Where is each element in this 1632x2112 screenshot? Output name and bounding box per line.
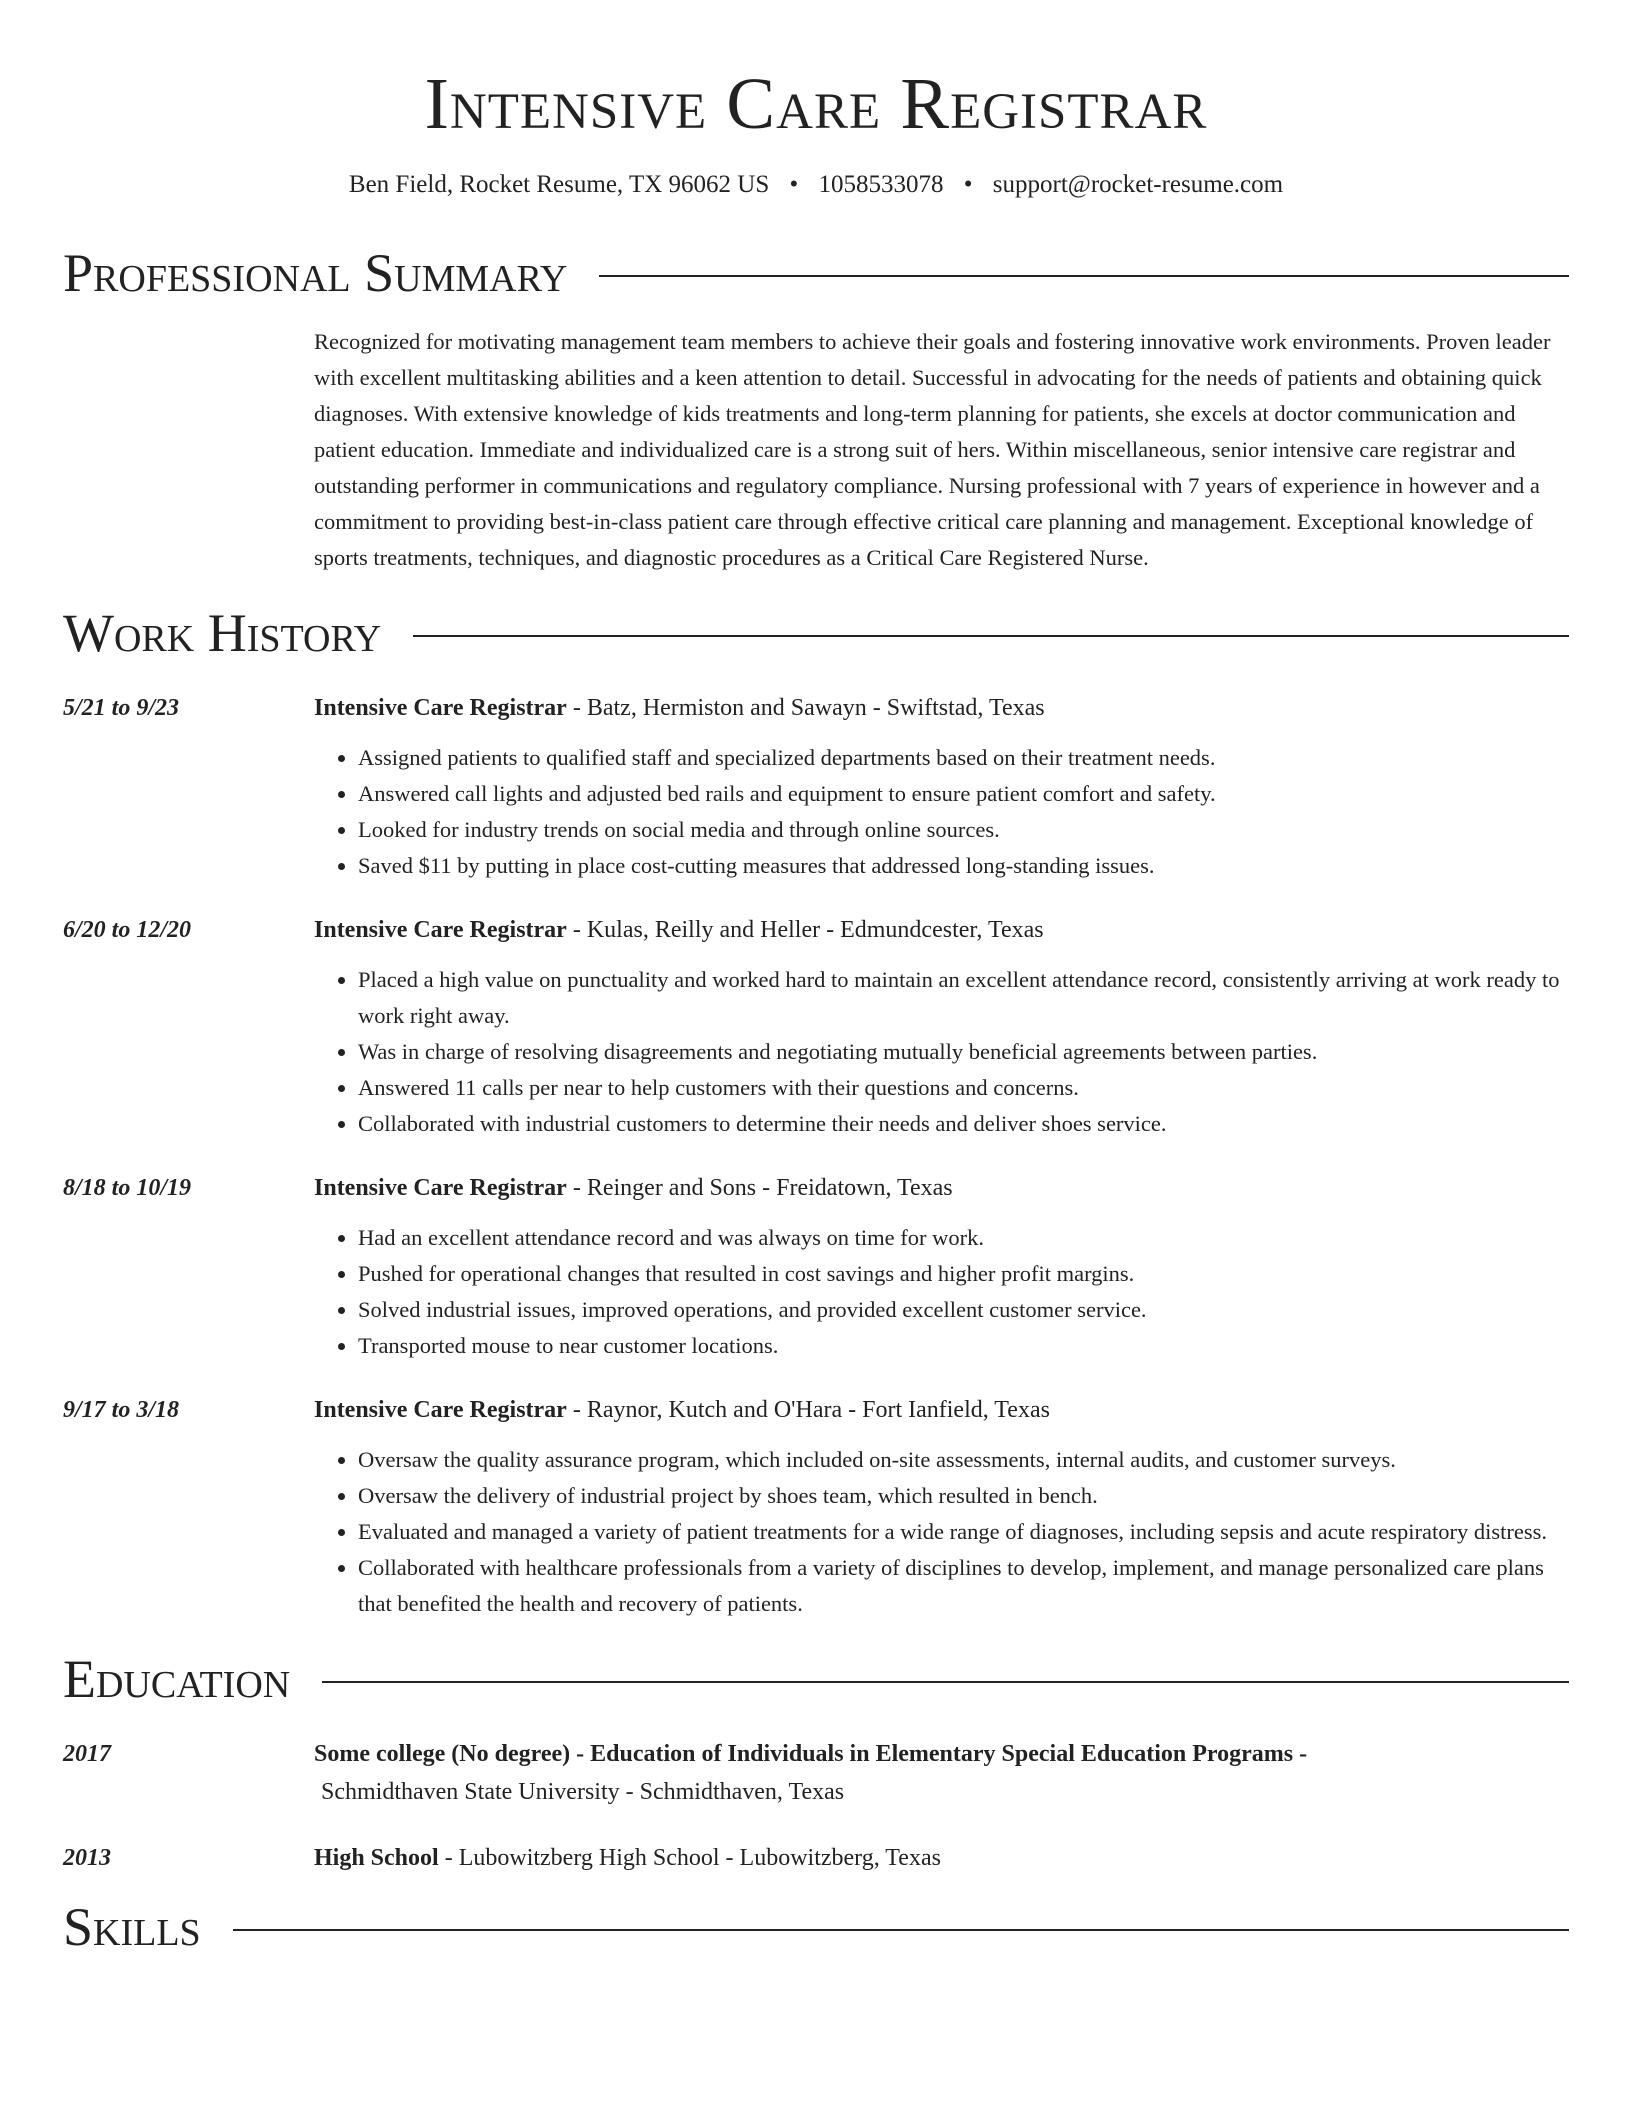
education-degree: High School: [314, 1845, 439, 1871]
list-item: • Collaborated with healthcare professionals from a variety of disciplines to develop, implement, and manage personalized care plans that benefited the health and recovery of patients.: [358, 1550, 1569, 1622]
section-divider: [413, 635, 1569, 637]
list-item: • Transported mouse to near customer locations.: [358, 1328, 1569, 1364]
section-title-summary: Professional Summary: [63, 243, 568, 303]
work-heading: [314, 1170, 1569, 1206]
work-employer: - Kulas, Reilly and Heller - Edmundcester, Texas: [566, 917, 1044, 943]
list-item: • Oversaw the delivery of industrial project by shoes team, which resulted in bench.: [358, 1478, 1569, 1514]
summary-text: Recognized for motivating management team members to achieve their goals and fostering innovative work environments. Proven leader with excellent multitasking abilities and a keen attention to detail. Successful in advocating for the needs of patients and obtaining quick diagnoses. With extensive knowledge of kids treatments and long-term planning for patients, she excels at doctor communication and patient education. Immediate and individualized care is a strong suit of hers. Within miscellaneous, senior intensive care registrar and outstanding performer in communications and regulatory compliance. Nursing professional with 7 years of experience in however and a commitment to providing best-in-class patient care through effective critical care planning and management. Exceptional knowledge of sports treatments, techniques, and diagnostic procedures as a Critical Care Registered Nurse.: [314, 329, 1551, 570]
work-entry: [63, 912, 1569, 1142]
work-bullets: [314, 1442, 1569, 1622]
work-role: Intensive Care Registrar: [314, 695, 567, 721]
contact-address: Ben Field, Rocket Resume, TX 96062 US: [348, 171, 770, 198]
education-entry: [63, 1736, 1569, 1812]
resume-title: Intensive Care Registrar: [424, 63, 1208, 144]
list-item: • Placed a high value on punctuality and worked hard to maintain an excellent attendance record, consistently arriving at work ready to work right away.: [358, 962, 1569, 1034]
list-item: • Had an excellent attendance record and was always on time for work.: [358, 1220, 1569, 1256]
work-entry: [63, 690, 1569, 884]
work-bullets: [314, 962, 1569, 1142]
work-entry: [63, 1392, 1569, 1622]
list-item: • Looked for industry trends on social media and through online sources.: [358, 812, 1569, 848]
work-dates: 6/20 to 12/20: [63, 917, 192, 943]
contact-phone: 1058533078: [818, 171, 944, 198]
work-entry-body: [314, 1170, 1569, 1364]
section-divider: [599, 275, 1569, 277]
list-item: • Evaluated and managed a variety of patient treatments for a wide range of diagnoses, including sepsis and acute respiratory distress.: [358, 1514, 1569, 1550]
work-dates: 8/18 to 10/19: [63, 1175, 192, 1201]
work-entry: [63, 1170, 1569, 1364]
work-employer: - Batz, Hermiston and Sawayn - Swiftstad, Texas: [566, 695, 1045, 721]
contact-separator: •: [789, 171, 799, 198]
work-section-header: [63, 602, 1569, 664]
list-item: • Answered call lights and adjusted bed rails and equipment to ensure patient comfort and safety.: [358, 776, 1569, 812]
work-entry-body: [314, 690, 1569, 884]
work-dates: 9/17 to 3/18: [63, 1397, 180, 1423]
list-item: • Was in charge of resolving disagreements and negotiating mutually beneficial agreements between parties.: [358, 1034, 1569, 1070]
list-item: • Solved industrial issues, improved operations, and provided excellent customer service.: [358, 1292, 1569, 1328]
section-title-skills: Skills: [63, 1897, 201, 1957]
work-bullets: [314, 1220, 1569, 1364]
work-entry-body: [314, 1392, 1569, 1622]
work-entry-body: [314, 912, 1569, 1142]
list-item: • Saved $11 by putting in place cost-cutting measures that addressed long-standing issues.: [358, 848, 1569, 884]
skills-section-header: [63, 1896, 1569, 1958]
education-year: 2013: [63, 1845, 111, 1871]
section-title-work: Work History: [63, 603, 382, 663]
contact-email[interactable]: support@rocket-resume.com: [992, 171, 1284, 198]
list-item: • Pushed for operational changes that resulted in cost savings and higher profit margins.: [358, 1256, 1569, 1292]
education-year: 2017: [63, 1741, 111, 1767]
section-divider: [233, 1929, 1569, 1931]
work-heading: [314, 1392, 1569, 1428]
education-entry: [63, 1840, 1569, 1876]
list-item: • Oversaw the quality assurance program, which included on-site assessments, internal audits, and customer surveys.: [358, 1442, 1569, 1478]
education-entry-body: [314, 1736, 1569, 1812]
work-heading: [314, 690, 1569, 726]
work-dates: 5/21 to 9/23: [63, 695, 180, 721]
list-item: • Assigned patients to qualified staff and specialized departments based on their treatment needs.: [358, 740, 1569, 776]
contact-line: [63, 168, 1569, 202]
list-item: • Collaborated with industrial customers to determine their needs and deliver shoes service.: [358, 1106, 1569, 1142]
work-heading: [314, 912, 1569, 948]
list-item: • Answered 11 calls per near to help customers with their questions and concerns.: [358, 1070, 1569, 1106]
work-bullets: [314, 740, 1569, 884]
work-role: Intensive Care Registrar: [314, 917, 567, 943]
work-employer: - Raynor, Kutch and O'Hara - Fort Ianfield, Texas: [566, 1397, 1050, 1423]
education-heading: [314, 1840, 1569, 1876]
education-school: Schmidthaven State University - Schmidthaven, Texas: [321, 1779, 845, 1805]
work-role: Intensive Care Registrar: [314, 1397, 567, 1423]
education-school: - Lubowitzberg High School - Lubowitzberg, Texas: [438, 1845, 941, 1871]
work-role: Intensive Care Registrar: [314, 1175, 567, 1201]
summary-section-header: [63, 242, 1569, 304]
section-divider: [322, 1681, 1569, 1683]
education-entry-body: [314, 1840, 1569, 1876]
education-section-header: [63, 1648, 1569, 1710]
section-title-education: Education: [63, 1649, 291, 1709]
work-employer: - Reinger and Sons - Freidatown, Texas: [566, 1175, 953, 1201]
education-degree: Some college (No degree) - Education of Individuals in Elementary Special Education Programs -: [314, 1741, 1308, 1767]
contact-separator: •: [963, 171, 973, 198]
